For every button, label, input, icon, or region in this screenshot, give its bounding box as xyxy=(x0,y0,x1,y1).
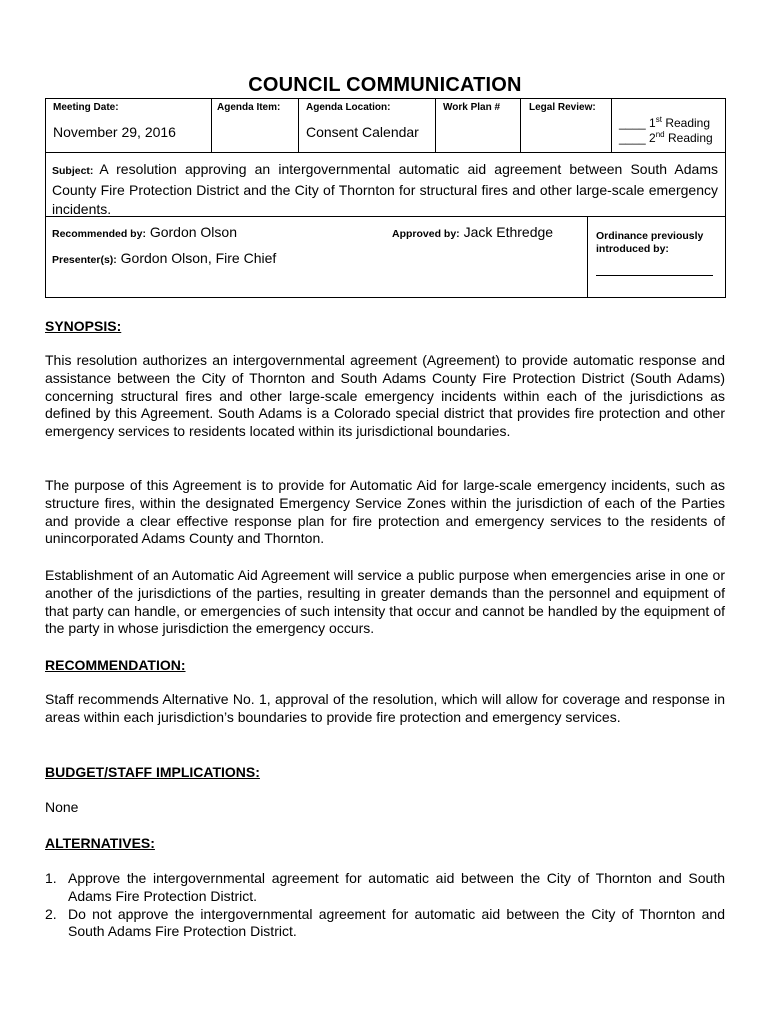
second-reading-sup: nd xyxy=(655,130,665,139)
recommended-by xyxy=(52,224,237,240)
meeting-date-value: November 29, 2016 xyxy=(53,124,176,140)
list-item xyxy=(45,906,725,942)
ordinance-divider xyxy=(587,216,588,298)
approved-by xyxy=(392,224,553,240)
list-item xyxy=(45,870,725,906)
second-reading-blank: ____ xyxy=(619,131,646,145)
second-reading-text: Reading xyxy=(667,131,713,145)
approved-by-value: Jack Ethredge xyxy=(463,224,554,240)
col-divider-4 xyxy=(520,98,521,152)
recommended-by-value: Gordon Olson xyxy=(149,224,237,240)
list-item-number: 1. xyxy=(45,870,57,886)
recommended-by-label: Recommended by: xyxy=(52,228,146,240)
ordinance-signature-line xyxy=(596,275,713,276)
presenter-value: Gordon Olson, Fire Chief xyxy=(120,250,277,266)
synopsis-paragraph-1: This resolution authorizes an intergovernmental agreement (Agreement) to provide automatic response and assistance between the City of Thornton and South Adams County Fire Protection District (South Adams) concerning structural fires and other large-scale emergency incidents within each of the jurisdictions as defined by this Agreement. South Adams is a Colorado special district that provides fire protection and other emergency services to residents located within its jurisdictional boundaries. xyxy=(45,352,725,440)
first-reading-text: Reading xyxy=(665,116,711,130)
alternatives-list xyxy=(45,870,725,941)
budget-text: None xyxy=(45,799,79,815)
list-item-text: Do not approve the intergovernmental agreement for automatic aid between the City of Thornton and South Adams Fire Protection District. xyxy=(68,905,725,940)
first-reading-blank: ____ xyxy=(619,116,646,130)
ordinance-label: Ordinance previously introduced by: xyxy=(596,230,704,255)
second-reading xyxy=(619,130,713,145)
work-plan-label: Work Plan # xyxy=(443,102,501,113)
synopsis-heading: SYNOPSIS: xyxy=(45,318,122,334)
budget-heading: BUDGET/STAFF IMPLICATIONS: xyxy=(45,764,260,780)
alternatives-heading: ALTERNATIVES: xyxy=(45,835,155,851)
subject-block xyxy=(52,160,718,219)
col-divider-3 xyxy=(435,98,436,152)
recommendation-text: Staff recommends Alternative No. 1, approval of the resolution, which will allow for coverage and response in areas within each jurisdiction’s boundaries to provide fire protection and emergency services. xyxy=(45,691,725,725)
approved-by-label: Approved by: xyxy=(392,228,460,240)
presenter-label: Presenter(s): xyxy=(52,254,117,266)
col-divider-5 xyxy=(611,98,612,152)
list-item-number: 2. xyxy=(45,905,57,922)
agenda-item-label: Agenda Item: xyxy=(217,102,281,113)
page-title: COUNCIL COMMUNICATION xyxy=(248,74,522,96)
first-reading-sup: st xyxy=(655,115,662,124)
agenda-location-value: Consent Calendar xyxy=(306,124,419,140)
list-item-text: Approve the intergovernmental agreement for automatic aid between the City of Thornton and South Adams Fire Protection District. xyxy=(68,870,725,904)
meeting-date-label: Meeting Date: xyxy=(53,102,119,113)
col-divider-1 xyxy=(211,98,212,152)
col-divider-2 xyxy=(298,98,299,152)
subject-text: A resolution approving an intergovernmental automatic aid agreement between South Adams County Fire Protection District and the City of Thornton for structural fires and other large-scale emergency incidents. xyxy=(52,161,718,217)
synopsis-paragraph-2: The purpose of this Agreement is to provide for Automatic Aid for large-scale emergency incidents, such as structure fires, within the designated Emergency Service Zones within the jurisdiction of each of the Parties and provide a clear effective response plan for fire protection and emergency services to the residents of unincorporated Adams County and Thornton. xyxy=(45,477,725,547)
subject-divider xyxy=(45,216,726,217)
first-reading xyxy=(619,115,710,130)
recommendation-heading: RECOMMENDATION: xyxy=(45,657,186,673)
second-reading-num: 2 xyxy=(649,131,656,145)
agenda-location-label: Agenda Location: xyxy=(306,102,391,113)
presenter xyxy=(52,250,276,266)
header-divider xyxy=(45,152,726,153)
legal-review-label: Legal Review: xyxy=(529,102,596,113)
subject-label: Subject: xyxy=(52,165,94,177)
first-reading-num: 1 xyxy=(649,116,656,130)
synopsis-paragraph-3: Establishment of an Automatic Aid Agreement will service a public purpose when emergencies arise in one or another of the jurisdictions of the parties, resulting in greater demands than the personnel and equipment of that party can handle, or emergencies of such intensity that occur and cannot be handled by the equipment of the party in whose jurisdiction the emergency occurs. xyxy=(45,567,725,637)
